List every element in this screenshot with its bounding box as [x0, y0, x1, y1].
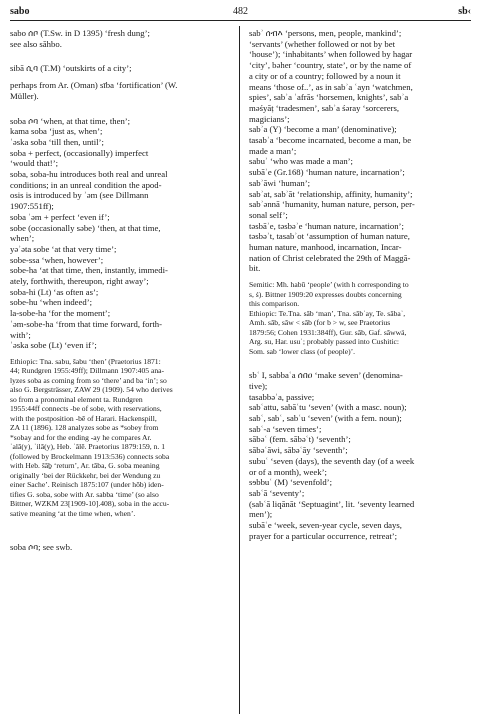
- text-line: Müller).: [10, 90, 39, 101]
- etymology-note-saba: [249, 280, 471, 356]
- note-line: Ethiopic: Tna. sabu, šabu ‘then’ (Praetorius 1871:: [10, 356, 161, 366]
- text-line: sabʿ, sabʿ, sabʿu ‘seven’ (with a fem. noun);: [249, 412, 402, 423]
- entry-soba-cross-ref: [10, 542, 230, 553]
- entry-saba: [249, 28, 471, 274]
- text-line: təsbəʾt, tasabʾot ‘assumption of human nature,: [249, 231, 410, 242]
- note-line: (followed by Brockelmann 1913:536) connects soba: [10, 451, 170, 461]
- text-line: ʾəm-sobe-ha ‘from that time forward, forth-: [10, 318, 162, 329]
- text-line: sonal self’;: [249, 209, 288, 220]
- text-line: a city or of a country; followed by a noun it: [249, 70, 401, 81]
- entry-sabo: [10, 28, 230, 49]
- etymology-note-soba: [10, 357, 230, 519]
- note-line: tifies G. soba, sobe with Ar. sabba ‘time’ (so also: [10, 489, 159, 499]
- text-line: ately, forthwith, thereupon, right away’;: [10, 276, 149, 287]
- text-line: 1907:551ff);: [10, 201, 54, 212]
- note-line: ʾalā(y), ʾilā(y), Heb. ʿălē. Praetorius 1879:159, n. 1: [10, 442, 165, 452]
- text-line: sbʿ I, sabbaʿa ሰበዐ ‘make seven’ (denomina-: [249, 370, 403, 381]
- text-line: sobe-hu ‘when indeed’;: [10, 297, 93, 308]
- text-line: sabʾənnā ‘humanity, human nature, person, per-: [249, 199, 415, 210]
- text-line: bit.: [249, 263, 261, 274]
- note-line: also G. Bergsträsser, ZAW 29 (1909). 54 who derives: [10, 385, 173, 395]
- text-line: sābəʿāwi, sābəʿāy ‘seventh’;: [249, 445, 348, 456]
- note-line: Som. sab ‘lower class (of people)’.: [249, 346, 356, 356]
- left-column: [10, 28, 230, 553]
- text-line: magicians’;: [249, 113, 290, 124]
- text-line: subuʿ ‘seven (days), the seventh day (of a week: [249, 455, 415, 466]
- text-line: or of a month), week’;: [249, 466, 327, 477]
- note-line: Bittner, WZKM 23[1909-10].408), soba in the accu-: [10, 499, 170, 509]
- text-line: sabʿattu, sabāʿtu ‘seven’ (with a masc. noun);: [249, 402, 407, 413]
- note-line: ZA 11 (1896). 128 analyzes sobe as *sobey from: [10, 423, 159, 433]
- text-line: la-sobe-ha ‘for the moment’;: [10, 308, 111, 319]
- right-column: [249, 28, 471, 541]
- text-line: ‘would that!’;: [10, 158, 59, 169]
- text-line: perhaps from Ar. (Oman) sība ‘fortification’ (W.: [10, 80, 178, 91]
- note-line: s, ś). Bittner 1909:20 expresses doubts concerning: [249, 289, 402, 299]
- text-line: tive);: [249, 380, 268, 391]
- entry-siba: [10, 63, 230, 101]
- text-line: spies’, sabʾa ʾafrās ‘horsemen, knights’, sabʾa: [249, 92, 409, 103]
- text-line: prayer for a particular occurrence, retreat’;: [249, 530, 398, 541]
- note-line: 1955:44ff connects -be of sobe, with reservations,: [10, 404, 162, 414]
- text-line: ʾəska soba ‘till then, until’;: [10, 136, 104, 147]
- text-line: soba + perfect, (occasionally) imperfect: [10, 147, 149, 158]
- text-line: osis is introduced by ʾəm (see Dillmann: [10, 190, 149, 201]
- note-line: Amh. sāb, sāw < sāb (for b > w, see Praetorius: [249, 318, 391, 328]
- text-line: sabʾ ሰብእ ‘persons, men, people, mankind’;: [249, 28, 402, 38]
- text-line: see also săhbo.: [10, 38, 62, 49]
- text-line: sibā ሲባ (T.M) ‘outskirts of a city’;: [10, 63, 132, 74]
- text-line: tasabbəʿa, passive;: [249, 391, 315, 402]
- text-line: nation of Christ celebrated the 29th of Maggā-: [249, 252, 411, 263]
- note-line: originally ‘bei der Rückkehr, bei der Wendung zu: [10, 470, 161, 480]
- text-line: sabʾa (Y) ‘become a man’ (denominative);: [249, 124, 397, 135]
- text-line: sobe-ha ‘at that time, then, instantly, immedi-: [10, 265, 168, 276]
- text-line: sabʾāwi ‘human’;: [249, 177, 311, 188]
- text-line: (sabʿā liqānāt ‘Septuagint’, lit. ‘seventy learned: [249, 498, 415, 509]
- note-line: Ethiopic: Te.Tna. sāb ‘man’, Tna. sābʾay, Te. sābaʾ,: [249, 308, 406, 318]
- note-line: 44; Rundgren 1955:49ff); Dillmann 1907:405 ana-: [10, 366, 165, 376]
- text-line: soba-hi (Lt) ‘as often as’;: [10, 286, 99, 297]
- entry-sbc: [249, 370, 471, 541]
- page-number: 482: [233, 6, 248, 17]
- text-line: təsbāʾe, təsbəʾe ‘human nature, incarnation’;: [249, 220, 404, 231]
- text-line: ‘house’); ‘inhabitants’ when followed by hagar: [249, 49, 413, 60]
- text-line: sabʿā ‘seventy’;: [249, 487, 305, 498]
- text-line: soba, soba-hu introduces both real and unreal: [10, 169, 168, 180]
- note-line: Arg. su, Har. usuʾ; probably passed into Cushitic:: [249, 337, 400, 347]
- text-line: sabʿ-a ‘seven times’;: [249, 423, 322, 434]
- text-line: ʾəska sobe (Lt) ‘even if’;: [10, 340, 97, 351]
- text-line: sobe (occasionally səbe) ‘then, at that time,: [10, 222, 161, 233]
- note-line: with Heb. šāḇ ‘return’, Ar. tāba, G. soba meaning: [10, 461, 160, 471]
- text-line: with’;: [10, 329, 31, 340]
- text-line: yəʾəta sobe ‘at that very time’;: [10, 243, 117, 254]
- text-line: conditions; in an unreal condition the apod-: [10, 179, 162, 190]
- note-line: lyzes soba as coming from so ‘there’ and ba ‘in’; so: [10, 375, 167, 385]
- text-line: ‘city’, bəher ‘country, state’, or by the name of: [249, 60, 412, 71]
- note-line: 1879:56; Cohen 1931:384ff), Gur. sāb, Gaf. sāwwä,: [249, 327, 407, 337]
- text-line: men’);: [249, 509, 273, 520]
- text-line: kama soba ‘just as, when’;: [10, 126, 103, 137]
- running-head-left: sabo: [10, 6, 30, 17]
- text-line: sɘbbuʿ (M) ‘sevenfold’;: [249, 477, 332, 488]
- note-line: Semitic: Mh. habū ‘people’ (with h corresponding to: [249, 280, 409, 290]
- text-line: made a man’;: [249, 145, 297, 156]
- text-line: subāʿe ‘week, seven-year cycle, seven days,: [249, 520, 402, 531]
- text-line: when’;: [10, 233, 35, 244]
- column-divider: [239, 26, 240, 714]
- text-line: means ‘those of..’, as in sabʾa ʿayn ‘watchmen,: [249, 81, 413, 92]
- entry-soba: [10, 116, 230, 351]
- note-line: sative meaning ‘at the time when, when’.: [10, 508, 136, 518]
- text-line: tasabʾa ‘become incarnated, become a man, be: [249, 135, 412, 146]
- text-line: soba ʾəm + perfect ‘even if’;: [10, 211, 110, 222]
- running-head-right: sb‹: [458, 6, 471, 17]
- running-header: [10, 6, 471, 21]
- text-line: soba ሶባ ‘when, at that time, then’;: [10, 115, 131, 126]
- text-line: soba ሶባ; see swb.: [10, 542, 73, 553]
- text-line: məśyāṭ ‘tradesmen’, sabʾa śəray ‘sorcerers,: [249, 102, 400, 113]
- text-line: sabo ሰቦ (T.Sw. in D 1395) ‘fresh dung’;: [10, 28, 150, 38]
- note-line: einer Sache’. Reinisch 1875:107 (under hōb) iden-: [10, 480, 164, 490]
- text-line: sobe-ssa ‘when, however’;: [10, 254, 104, 265]
- note-line: this comparison.: [249, 299, 300, 309]
- text-line: sabʾat, sabʾāt ‘relationship, affinity, humanity’;: [249, 188, 413, 199]
- note-line: *sobay and for the ending -ay he compares Ar.: [10, 432, 152, 442]
- note-line: so from a pronominal element ta. Rundgren: [10, 394, 143, 404]
- text-line: human nature, manhood, incarnation, Incar-: [249, 242, 402, 253]
- text-line: ‘servants’ (whether followed or not by bet: [249, 38, 396, 49]
- text-line: subāʾe (Gr.168) ‘human nature, incarnation’;: [249, 167, 405, 178]
- text-line: sābəʿ (fem. sābəʿt) ‘seventh’;: [249, 434, 351, 445]
- note-line: with the postposition -bē of Harari. Hackenspill,: [10, 413, 157, 423]
- text-line: sabuʾ ‘who was made a man’;: [249, 156, 353, 167]
